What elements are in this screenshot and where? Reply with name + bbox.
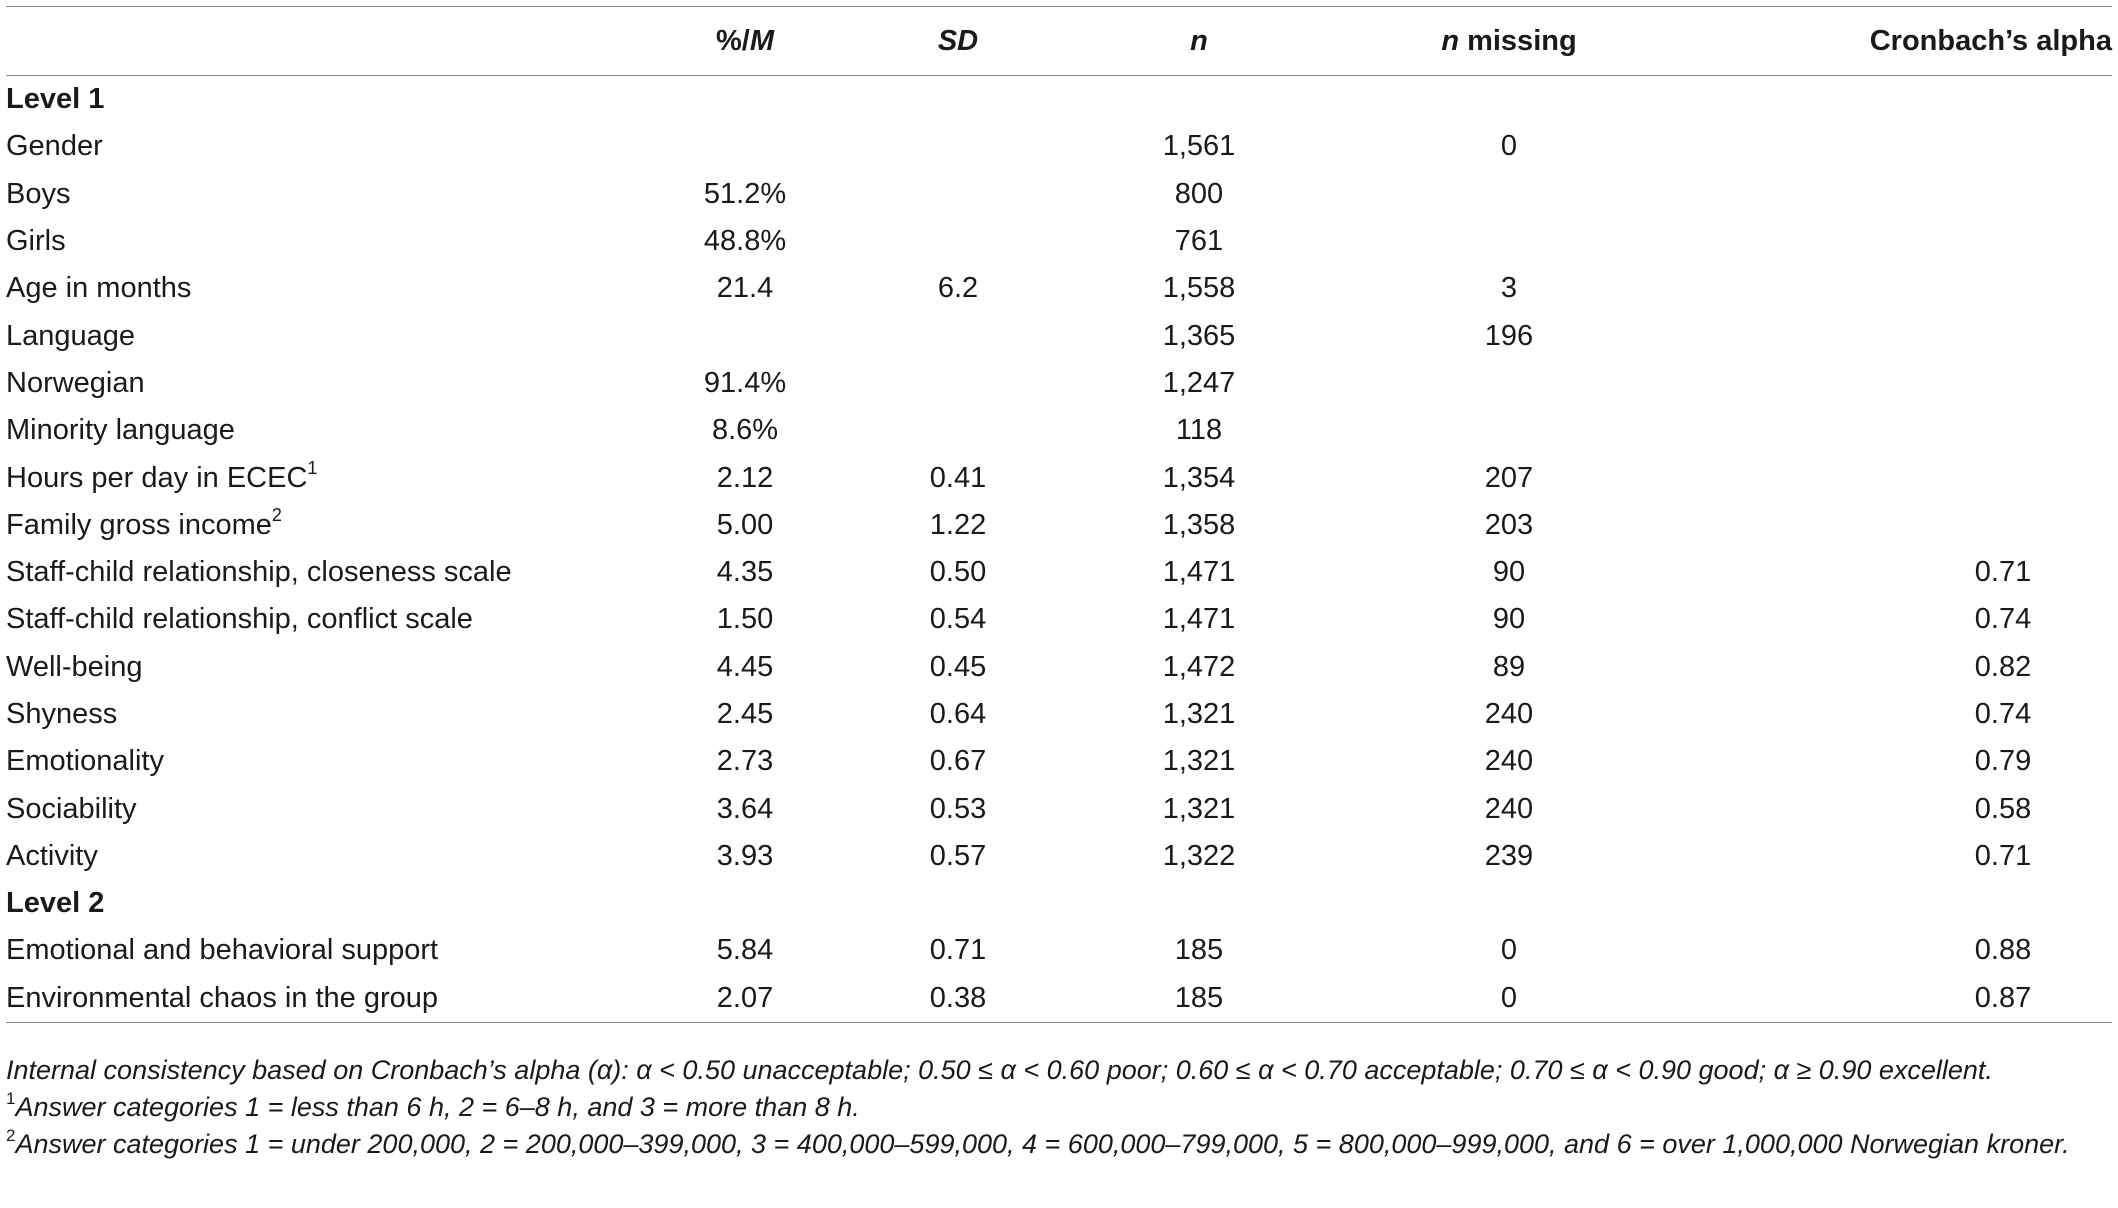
cell-n [1064, 644, 1334, 691]
cell-n-missing [1334, 785, 1684, 832]
cell-percent-mean [638, 407, 852, 454]
table-notes [6, 1052, 2112, 1163]
cell-sd [852, 171, 1064, 218]
cell-cronbach-alpha [1684, 691, 2112, 738]
cell-percent-mean [638, 265, 852, 312]
cell-n [1064, 502, 1334, 549]
cell-percent-mean [638, 123, 852, 170]
cell-cronbach-alpha [1684, 123, 2112, 170]
cell-n-text: 185 [1174, 981, 1224, 1014]
header-row [6, 7, 2112, 76]
cell-cronbach-alpha-text: 0.71 [1974, 556, 2032, 589]
header-mean-symbol: M [749, 24, 774, 57]
cell-n-missing-text: 0 [1500, 934, 1518, 967]
row-label [6, 171, 638, 218]
header-missing-n: n [1441, 24, 1460, 57]
cell-cronbach-alpha-text: 0.58 [1974, 792, 2032, 825]
cell-cronbach-alpha-text: 0.82 [1974, 650, 2032, 683]
cell-percent-mean [638, 549, 852, 596]
cell-n-missing [1334, 975, 1684, 1023]
cell-n [1064, 833, 1334, 880]
table-row [6, 407, 2112, 454]
cell-percent-mean [638, 360, 852, 407]
cell-cronbach-alpha-text: 0.74 [1974, 603, 2032, 636]
cell-percent-mean [638, 502, 852, 549]
cell-n [1064, 265, 1334, 312]
cell-n-missing [1334, 312, 1684, 359]
cell-n [1064, 880, 1334, 927]
cell-sd [852, 360, 1064, 407]
cell-n-missing [1334, 880, 1684, 927]
cell-n-missing-text: 240 [1484, 745, 1534, 778]
cell-n-missing [1334, 171, 1684, 218]
row-label [6, 502, 638, 549]
footnote-1-mark: 1 [6, 1089, 16, 1108]
cell-cronbach-alpha-text: 0.74 [1974, 698, 2032, 730]
cell-percent-mean [638, 691, 852, 738]
row-label-text: Family gross income [6, 508, 272, 541]
cell-percent-mean-text: 2.07 [716, 981, 774, 1014]
cell-percent-mean [638, 975, 852, 1023]
cell-n-missing-text: 3 [1500, 272, 1518, 305]
row-label-text: Staff-child relationship, closeness scale [6, 556, 512, 589]
row-label-text: Girls [6, 225, 66, 258]
cell-cronbach-alpha [1684, 927, 2112, 974]
cell-sd-text: 6.2 [937, 272, 979, 305]
cell-sd-text: 0.64 [929, 698, 987, 730]
cell-n-text: 1,561 [1162, 130, 1236, 163]
row-label-text: Emotionality [6, 745, 164, 778]
cell-percent-mean-text: 2.12 [716, 461, 774, 494]
cell-n-missing [1334, 76, 1684, 124]
cell-cronbach-alpha [1684, 360, 2112, 407]
table-row [6, 218, 2112, 265]
table-row [6, 596, 2112, 643]
row-label [6, 785, 638, 832]
cell-n-text: 761 [1174, 225, 1224, 258]
row-label-text: Norwegian [6, 366, 145, 399]
cell-sd-text: 0.50 [929, 556, 987, 589]
cell-n-missing [1334, 927, 1684, 974]
descriptive-statistics-table [6, 6, 2112, 1023]
cell-cronbach-alpha [1684, 975, 2112, 1023]
row-label [6, 975, 638, 1023]
cell-sd-text: 1.22 [929, 508, 987, 541]
cell-n-text: 1,471 [1162, 556, 1236, 589]
cell-n [1064, 407, 1334, 454]
cell-n-text: 1,354 [1162, 461, 1236, 494]
cell-n-text: 1,358 [1162, 508, 1236, 541]
cell-cronbach-alpha [1684, 833, 2112, 880]
row-label-text: Shyness [6, 698, 118, 730]
cell-n-missing-text: 240 [1484, 792, 1534, 825]
cell-n-text: 800 [1174, 177, 1224, 210]
cell-n-missing-text: 90 [1492, 603, 1526, 636]
cell-n-missing [1334, 360, 1684, 407]
row-label-text: Boys [6, 177, 71, 210]
cell-percent-mean-text: 51.2% [703, 177, 787, 210]
cell-n-missing [1334, 123, 1684, 170]
cell-sd-text: 0.41 [929, 461, 987, 494]
row-label-text: Gender [6, 130, 103, 163]
cell-cronbach-alpha [1684, 407, 2112, 454]
cell-n-missing [1334, 833, 1684, 880]
header-n-missing [1334, 7, 1684, 76]
footnote-marker: 2 [271, 505, 282, 526]
cell-n-missing [1334, 549, 1684, 596]
cell-percent-mean [638, 833, 852, 880]
table-row [6, 975, 2112, 1023]
cell-n [1064, 927, 1334, 974]
cell-percent-mean [638, 76, 852, 124]
cell-percent-mean-text: 48.8% [703, 225, 787, 258]
row-label-text: Minority language [6, 414, 235, 447]
cell-n-text: 1,247 [1162, 366, 1236, 399]
cell-n-missing-text: 0 [1500, 130, 1518, 163]
row-label-text: Activity [6, 839, 98, 872]
table-row [6, 171, 2112, 218]
cell-sd-text: 0.38 [929, 981, 987, 1014]
footnote-marker: 1 [307, 457, 318, 478]
cell-n-missing [1334, 738, 1684, 785]
row-label-text: Level 2 [6, 887, 105, 920]
cell-sd [852, 218, 1064, 265]
cell-n-missing-text: 203 [1484, 508, 1534, 541]
cell-cronbach-alpha [1684, 454, 2112, 501]
cell-n-missing-text: 240 [1484, 698, 1534, 730]
cell-n [1064, 312, 1334, 359]
cell-percent-mean [638, 218, 852, 265]
cell-sd [852, 644, 1064, 691]
cell-cronbach-alpha [1684, 265, 2112, 312]
cell-n-missing-text: 207 [1484, 461, 1534, 494]
cell-n [1064, 549, 1334, 596]
cell-sd [852, 549, 1064, 596]
cell-sd [852, 833, 1064, 880]
cell-n-text: 185 [1174, 934, 1224, 967]
row-label-text: Emotional and behavioral support [6, 934, 439, 967]
cell-cronbach-alpha [1684, 76, 2112, 124]
row-label-text: Level 1 [6, 83, 105, 116]
cell-sd [852, 691, 1064, 738]
cell-n-missing [1334, 596, 1684, 643]
cell-percent-mean-text: 3.93 [716, 839, 774, 872]
cell-cronbach-alpha [1684, 218, 2112, 265]
cell-sd-text: 0.67 [929, 745, 987, 778]
cell-cronbach-alpha-text: 0.87 [1974, 981, 2032, 1014]
cell-sd [852, 502, 1064, 549]
cell-n-missing [1334, 407, 1684, 454]
header-percent-mean [638, 7, 852, 76]
row-label [6, 691, 638, 738]
row-label [6, 596, 638, 643]
cell-percent-mean [638, 785, 852, 832]
cell-n-missing-text: 196 [1484, 319, 1534, 352]
row-label [6, 927, 638, 974]
level-heading-row [6, 76, 2112, 124]
table-row [6, 312, 2112, 359]
row-label-text: Well-being [6, 650, 143, 683]
row-label [6, 76, 638, 124]
cell-n [1064, 738, 1334, 785]
footnote-1 [6, 1089, 2112, 1126]
row-label [6, 407, 638, 454]
cell-sd-text: 0.45 [929, 650, 987, 683]
alpha-note: Internal consistency based on Cronbach’s alpha (α): α < 0.50 unacceptable; 0.50 ≤ α < 0.60 poor; 0.60 ≤ α < 0.70 acceptable; 0.70 ≤ α < 0.90 good; α ≥ 0.90 excellent. [6, 1055, 1993, 1085]
row-label [6, 360, 638, 407]
cell-percent-mean-text: 2.45 [716, 698, 774, 730]
cell-cronbach-alpha-text: 0.71 [1974, 839, 2032, 872]
cell-cronbach-alpha [1684, 549, 2112, 596]
table-row [6, 691, 2112, 738]
header-n: n [1190, 24, 1208, 57]
footnote-2 [6, 1126, 2112, 1163]
cell-sd [852, 312, 1064, 359]
cell-n-text: 1,322 [1162, 839, 1236, 872]
table-row [6, 360, 2112, 407]
cell-sd-text: 0.53 [929, 792, 987, 825]
cell-n-missing [1334, 265, 1684, 312]
cell-percent-mean [638, 738, 852, 785]
row-label [6, 454, 638, 501]
table-row [6, 785, 2112, 832]
row-label [6, 218, 638, 265]
cell-n-text: 1,365 [1162, 319, 1236, 352]
row-label [6, 265, 638, 312]
cell-percent-mean-text: 2.73 [716, 745, 774, 778]
table-row [6, 454, 2112, 501]
cell-sd [852, 975, 1064, 1023]
cell-sd-text: 0.71 [929, 934, 987, 967]
cell-sd [852, 407, 1064, 454]
cell-percent-mean-text: 8.6% [711, 414, 779, 447]
cell-n-text: 1,472 [1162, 650, 1236, 683]
cell-percent-mean-text: 4.35 [716, 556, 774, 589]
header-sd: SD [937, 24, 979, 57]
cell-percent-mean-text: 1.50 [716, 603, 774, 636]
cell-sd [852, 265, 1064, 312]
table-row [6, 927, 2112, 974]
cell-percent-mean-text: 91.4% [703, 366, 787, 399]
cell-n-text: 1,471 [1162, 603, 1236, 636]
table-row [6, 833, 2112, 880]
cell-n [1064, 785, 1334, 832]
table-body [6, 76, 2112, 1023]
header-percent-prefix: %/ [715, 24, 750, 57]
cell-n [1064, 454, 1334, 501]
cell-n-text: 1,321 [1162, 698, 1236, 730]
cell-n-missing-text: 0 [1500, 981, 1518, 1014]
cell-n [1064, 691, 1334, 738]
cell-cronbach-alpha [1684, 502, 2112, 549]
cell-n [1064, 76, 1334, 124]
cell-n-text: 1,558 [1162, 272, 1236, 305]
cell-percent-mean-text: 21.4 [716, 272, 774, 305]
cell-percent-mean-text: 3.64 [716, 792, 774, 825]
cell-sd [852, 123, 1064, 170]
cell-percent-mean [638, 312, 852, 359]
row-label-text: Age in months [6, 272, 192, 305]
cell-n [1064, 975, 1334, 1023]
cell-percent-mean [638, 644, 852, 691]
footnote-2-text: Answer categories 1 = under 200,000, 2 = 200,000–399,000, 3 = 400,000–599,000, 4 = 600,000–799,000, 5 = 800,000–999,000, and 6 = over 1,000,000 Norwegian kroner. [15, 1129, 2070, 1159]
row-label [6, 644, 638, 691]
level-heading-row [6, 880, 2112, 927]
footnote-2-mark: 2 [6, 1126, 16, 1145]
cell-n [1064, 596, 1334, 643]
footnote-1-text: Answer categories 1 = less than 6 h, 2 = 6–8 h, and 3 = more than 8 h. [15, 1092, 860, 1122]
row-label-text: Hours per day in ECEC [6, 461, 308, 494]
cell-sd [852, 880, 1064, 927]
cell-percent-mean [638, 596, 852, 643]
cell-cronbach-alpha [1684, 644, 2112, 691]
table-row [6, 644, 2112, 691]
cell-cronbach-alpha-text: 0.88 [1974, 934, 2032, 967]
cell-percent-mean [638, 927, 852, 974]
row-label [6, 123, 638, 170]
cell-n-missing [1334, 454, 1684, 501]
cell-cronbach-alpha [1684, 596, 2112, 643]
table-header [6, 7, 2112, 76]
cell-sd [852, 785, 1064, 832]
cell-cronbach-alpha [1684, 171, 2112, 218]
table-row [6, 502, 2112, 549]
cell-percent-mean-text: 5.84 [716, 934, 774, 967]
cell-percent-mean-text: 5.00 [716, 508, 774, 541]
cell-percent-mean [638, 880, 852, 927]
row-label [6, 833, 638, 880]
cell-sd [852, 738, 1064, 785]
table-row [6, 738, 2112, 785]
row-label [6, 880, 638, 927]
cell-n [1064, 123, 1334, 170]
row-label-text: Sociability [6, 792, 137, 825]
cell-cronbach-alpha [1684, 880, 2112, 927]
cell-sd [852, 454, 1064, 501]
cell-n [1064, 218, 1334, 265]
cell-n-missing-text: 89 [1492, 650, 1526, 683]
row-label [6, 312, 638, 359]
cell-percent-mean [638, 454, 852, 501]
header-missing-word: missing [1459, 24, 1577, 57]
cell-cronbach-alpha-text: 0.79 [1974, 745, 2032, 778]
cell-sd-text: 0.57 [929, 839, 987, 872]
cell-percent-mean [638, 171, 852, 218]
row-label-text: Language [6, 319, 136, 352]
cell-n-missing [1334, 218, 1684, 265]
cell-cronbach-alpha [1684, 738, 2112, 785]
cell-sd [852, 76, 1064, 124]
row-label [6, 549, 638, 596]
cell-sd [852, 927, 1064, 974]
cell-n-missing [1334, 644, 1684, 691]
cell-percent-mean-text: 4.45 [716, 650, 774, 683]
row-label-text: Staff-child relationship, conflict scale [6, 603, 473, 636]
cell-n-missing [1334, 502, 1684, 549]
cell-n-missing-text: 239 [1484, 839, 1534, 872]
cell-n-missing [1334, 691, 1684, 738]
row-label [6, 738, 638, 785]
table-row [6, 549, 2112, 596]
cell-cronbach-alpha [1684, 785, 2112, 832]
header-cronbach-alpha: Cronbach’s alpha [1869, 24, 2112, 57]
cell-n-text: 118 [1175, 414, 1223, 447]
cell-n [1064, 171, 1334, 218]
cell-n-text: 1,321 [1162, 792, 1236, 825]
cell-sd-text: 0.54 [929, 603, 987, 636]
cell-n-missing-text: 90 [1492, 556, 1526, 589]
cell-sd [852, 596, 1064, 643]
row-label-text: Environmental chaos in the group [6, 981, 439, 1014]
cell-cronbach-alpha [1684, 312, 2112, 359]
table-row [6, 123, 2112, 170]
cell-n-text: 1,321 [1162, 745, 1236, 778]
cell-n [1064, 360, 1334, 407]
table-row [6, 265, 2112, 312]
header-label [6, 7, 638, 76]
